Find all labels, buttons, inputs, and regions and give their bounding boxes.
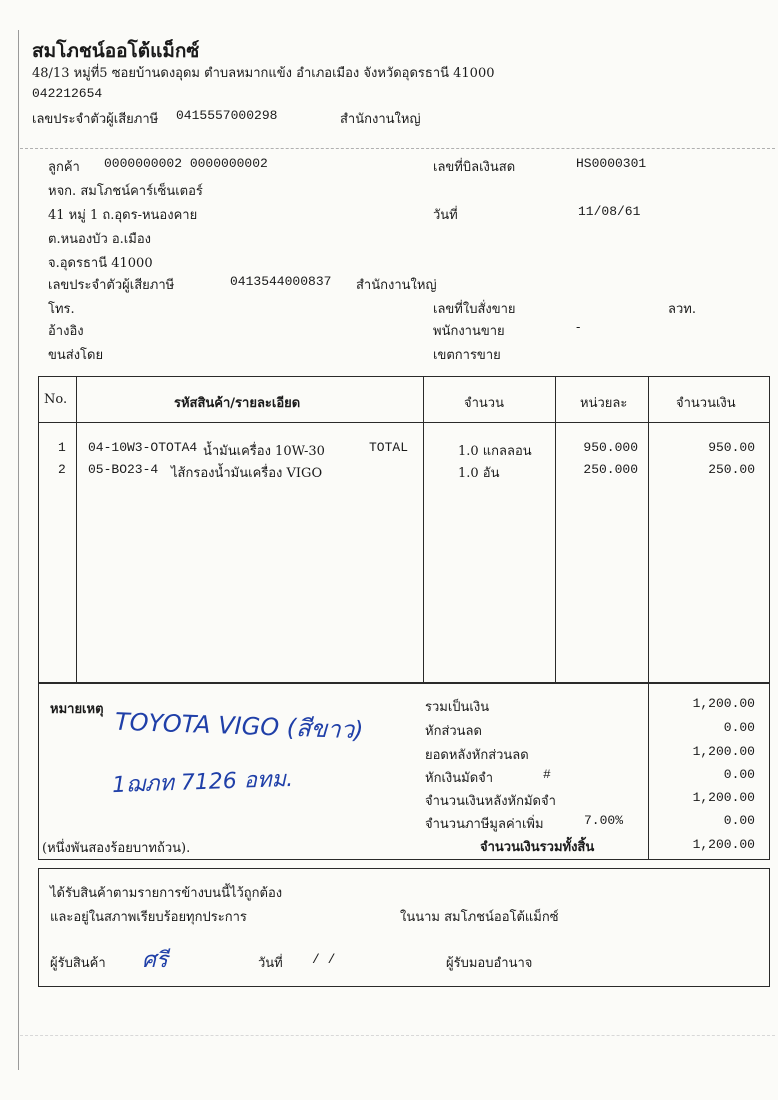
receiver-label: ผู้รับสินค้า xyxy=(50,956,106,971)
grand-total-label: จำนวนเงินรวมทั้งสิ้น xyxy=(480,840,595,855)
amount-in-words: (หนึ่งพันสองร้อยบาทถ้วน). xyxy=(42,841,191,856)
company-name: สมโภชน์ออโต้แม็กซ์ xyxy=(32,40,200,62)
col-rule-2 xyxy=(423,376,424,683)
sum-value-after-deposit: 1,200.00 xyxy=(692,790,755,805)
sum-value-after-discount: 1,200.00 xyxy=(692,744,755,759)
company-address: 48/13 หมู่ที่5 ซอยบ้านดงอุดม ตำบลหมากแข้ง อำเภอเมือง จังหวัดอุดรธานี 41000 xyxy=(32,66,495,81)
page-edge-line xyxy=(18,30,19,1070)
customer-phone-label: โทร. xyxy=(48,302,75,317)
order-no-label: เลขที่ใบสั่งขาย xyxy=(433,302,516,317)
customer-code: 0000000002 0000000002 xyxy=(104,156,268,171)
received-line-2: และอยู่ในสภาพเรียบร้อยทุกประการ xyxy=(50,910,247,925)
sum-value-deposit: 0.00 xyxy=(723,767,755,782)
sum-label-after-deposit: จำนวนเงินหลังหักมัดจำ xyxy=(425,794,556,809)
row2-amount: 250.00 xyxy=(708,462,755,477)
sum-label-total: รวมเป็นเงิน xyxy=(425,700,490,715)
handwritten-vehicle: TOYOTA VIGO (สีขาว) xyxy=(114,707,364,745)
receiver-signature: ศรี xyxy=(142,948,168,973)
customer-address-3: จ.อุดรธานี 41000 xyxy=(48,256,153,271)
company-phone: 042212654 xyxy=(32,86,103,101)
row1-amount: 950.00 xyxy=(708,440,755,455)
bill-date-label: วันที่ xyxy=(433,208,458,223)
salesperson-label: พนักงานขาย xyxy=(433,324,505,339)
customer-label: ลูกค้า xyxy=(48,160,80,175)
row1-no: 1 xyxy=(58,440,66,455)
row2-qty: 1.0 อัน xyxy=(458,466,500,481)
company-tax-label: เลขประจำตัวผู้เสียภาษี xyxy=(32,112,159,127)
col-header-amount: จำนวนเงิน xyxy=(676,396,736,411)
salesperson-value: - xyxy=(576,320,581,335)
grand-total-value: 1,200.00 xyxy=(692,837,755,852)
customer-branch: สำนักงานใหญ่ xyxy=(356,278,437,293)
row1-qty: 1.0 แกลลอน xyxy=(458,444,532,459)
sum-label-deposit: หักเงินมัดจำ xyxy=(425,771,494,786)
customer-ref-label: อ้างอิง xyxy=(48,324,84,339)
remark-label: หมายเหตุ xyxy=(50,702,104,717)
order-suffix: ลวท. xyxy=(668,302,696,317)
customer-tax-id: 0413544000837 xyxy=(230,274,332,289)
sum-value-discount: 0.00 xyxy=(723,720,755,735)
col-rule-3 xyxy=(555,376,556,683)
divider-dotted xyxy=(20,148,775,149)
customer-name: หจก. สมโภชน์คาร์เซ็นเตอร์ xyxy=(48,184,203,199)
row1-brand: TOTAL xyxy=(369,440,409,455)
bill-no: HS0000301 xyxy=(576,156,647,171)
sum-value-vat: 0.00 xyxy=(723,813,755,828)
col-rule-1 xyxy=(76,376,77,683)
summary-col-rule xyxy=(648,682,649,859)
sum-value-total: 1,200.00 xyxy=(692,696,755,711)
sum-deposit-mark: # xyxy=(543,767,551,782)
sum-label-discount: หักส่วนลด xyxy=(425,724,482,739)
row2-no: 2 xyxy=(58,462,66,477)
received-line-1: ได้รับสินค้าตามรายการข้างบนนี้ไว้ถูกต้อง xyxy=(50,886,283,901)
customer-ship-label: ขนส่งโดย xyxy=(48,348,104,363)
row2-unit-price: 250.000 xyxy=(583,462,638,477)
row1-desc: น้ำมันเครื่อง 10W-30 xyxy=(203,444,325,459)
customer-address-2: ต.หนองบัว อ.เมือง xyxy=(48,232,151,247)
sales-area-label: เขตการขาย xyxy=(433,348,501,363)
authorized-label: ผู้รับมอบอำนาจ xyxy=(446,956,533,971)
company-branch: สำนักงานใหญ่ xyxy=(340,112,421,127)
receive-date-blank: / / xyxy=(312,952,336,967)
handwritten-plate: 1ฌภท 7126 อทม. xyxy=(111,766,294,799)
bill-no-label: เลขที่บิลเงินสด xyxy=(433,160,516,175)
customer-address-1: 41 หมู่ 1 ถ.อุดร-หนองคาย xyxy=(48,208,198,223)
bill-date: 11/08/61 xyxy=(578,204,641,219)
company-tax-id: 0415557000298 xyxy=(176,108,278,123)
sum-label-vat: จำนวนภาษีมูลค่าเพิ่ม xyxy=(425,817,544,832)
bottom-fold-line xyxy=(20,1035,775,1036)
row1-code: 04-10W3-OTOTA4 xyxy=(88,440,198,455)
sum-label-after-discount: ยอดหลังหักส่วนลด xyxy=(425,748,529,763)
table-header-rule xyxy=(38,422,769,423)
col-rule-4 xyxy=(648,376,649,683)
row1-unit-price: 950.000 xyxy=(583,440,638,455)
customer-tax-label: เลขประจำตัวผู้เสียภาษี xyxy=(48,278,175,293)
col-header-no: No. xyxy=(44,392,68,407)
sum-vat-rate: 7.00% xyxy=(584,813,624,828)
col-header-unit-price: หน่วยละ xyxy=(580,396,628,411)
row2-code: 05-BO23-4 xyxy=(88,462,159,477)
col-header-qty: จำนวน xyxy=(464,396,504,411)
receive-date-label: วันที่ xyxy=(258,956,283,971)
on-behalf-of: ในนาม สมโภชน์ออโต้แม็กซ์ xyxy=(400,910,559,925)
row2-desc: ไส้กรองน้ำมันเครื่อง VIGO xyxy=(171,466,323,481)
col-header-desc: รหัสสินค้า/รายละเอียด xyxy=(174,396,301,411)
